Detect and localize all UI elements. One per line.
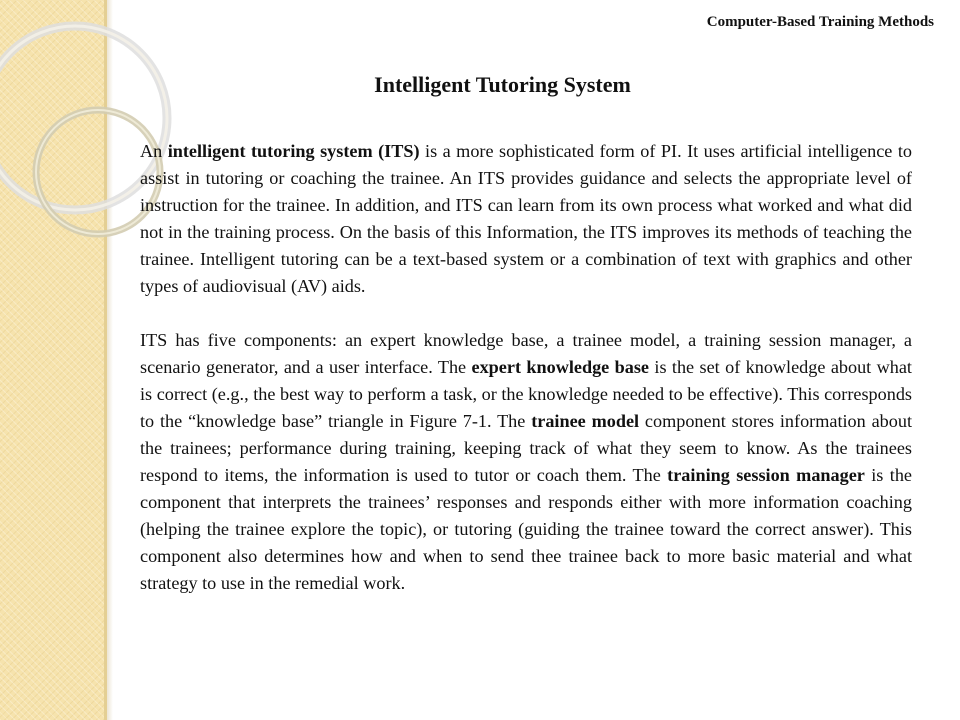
paragraph-text: An xyxy=(140,141,168,161)
paragraph-text: ITS has five components: an expert knowledge base, a trainee model, a training session manager, a scenario generator, and a user interface. The xyxy=(140,330,912,377)
paragraph-its-definition xyxy=(140,138,912,300)
paragraph-text: component stores information about the trainees; performance during training, keeping track of what they seem to know. As the trainees respond to items, the information is used to tutor or coach them. The xyxy=(140,411,912,485)
paragraph-text: is a more sophisticated form of PI. It uses artificial intelligence to assist in tutoring or coaching the trainee. An ITS provides guidance and selects the appropriate level of instruction for the trainee. In addition, and ITS can learn from its own process what worked and what did not in the training process. On the basis of this Information, the ITS improves its methods of teaching the trainee. Intelligent tutoring can be a text-based system or a combination of text with graphics and other types of audiovisual (AV) aids. xyxy=(140,141,912,296)
paragraph-text: is the set of knowledge about what is correct (e.g., the best way to perform a task, or the knowledge needed to be effective). This corresponds to the “knowledge base” triangle in Figure 7-1. The xyxy=(140,357,912,431)
bold-term-expert-knowledge-base: expert knowledge base xyxy=(471,357,649,377)
paragraph-text: is the component that interprets the trainees’ responses and responds either with more information coaching (helping the trainee explore the topic), or tutoring (guiding the trainee toward the correct answer). This component also determines how and when to send thee trainee back to more basic material and what strategy to use in the remedial work. xyxy=(140,465,912,593)
bold-term-training-session-manager: training session manager xyxy=(667,465,865,485)
decorative-side-band xyxy=(0,0,104,720)
slide-title: Intelligent Tutoring System xyxy=(374,72,631,97)
paragraph-its-components xyxy=(140,327,912,597)
bold-term-its: intelligent tutoring system (ITS) xyxy=(167,141,420,161)
side-band-shadow xyxy=(107,0,113,720)
header-title: Computer-Based Training Methods xyxy=(706,14,934,30)
bold-term-trainee-model: trainee model xyxy=(531,411,640,431)
slide-body xyxy=(140,138,912,597)
